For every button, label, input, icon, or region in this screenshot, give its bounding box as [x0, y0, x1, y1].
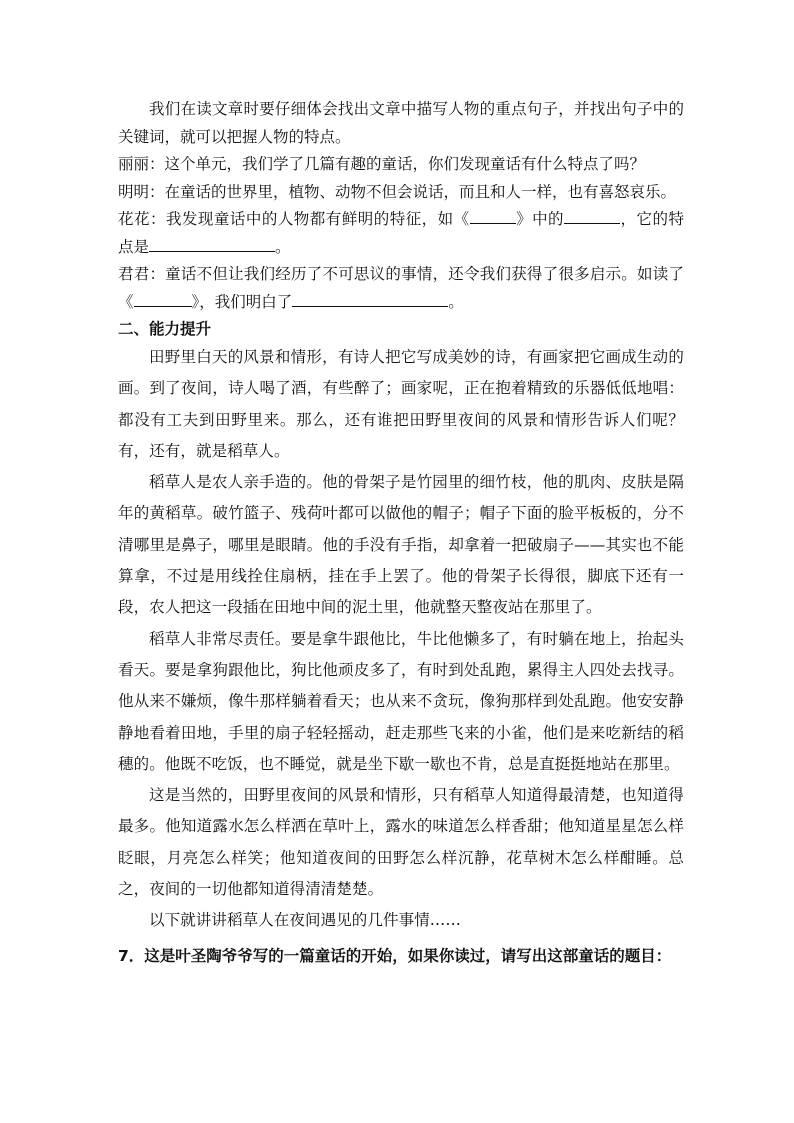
intro-paragraph: 我们在读文章时要仔细体会找出文章中描写人物的重点句子，并找出句子中的关键词，就可以把握人物的特点。: [118, 100, 684, 146]
dialog-huahua-text-3: ，它的特点是: [118, 210, 684, 256]
passage-paragraph-5: 以下就讲讲稻草人在夜间遇见的几件事情……: [149, 911, 462, 930]
passage-paragraph-1: 田野里白天的风景和情形，有诗人把它写成美妙的诗，有画家把它画成生动的画。到了夜间，诗人喝了酒，有些醉了；画家呢，正在抱着精致的乐器低低地唱：都没有工夫到田野里来。那么，还有谁把田野里夜间的风景和情形告诉人们呢？有，还有，就是稻草人。: [118, 348, 684, 460]
dialog-huahua-text-1: 花花：我发现童话中的人物都有鲜明的特征，如《: [118, 210, 470, 228]
dialog-junjun-text-2: 》，我们明白了: [191, 292, 293, 311]
blank-read-title[interactable]: [134, 289, 192, 307]
question-7: 7．这是叶圣陶爷爷写的一篇童话的开始，如果你读过，请写出这部童话的题目：: [118, 946, 672, 965]
passage-paragraph-4: 这是当然的，田野里夜间的风景和情形，只有稻草人知道得最清楚，也知道得最多。他知道露水怎么样洒在草叶上，露水的味道怎么样香甜；他知道星星怎么样眨眼，月亮怎么样笑；他知道夜间的田野怎么样沉静，花草树木怎么样酣睡。总之，夜间的一切他都知道得清清楚楚。: [118, 786, 684, 899]
passage-paragraph-2: 稻草人是农人亲手造的。他的骨架子是竹园里的细竹枝，他的肌肉、皮肤是隔年的黄稻草。破竹篮子、残荷叶都可以做他的帽子；帽子下面的脸平板板的，分不清哪里是鼻子，哪里是眼睛。他的手没有手指，却拿着一把破扇子——其实也不能算拿，不过是用线拴住扇柄，挂在手上罢了。他的骨架子长得很，脚底下还有一段，农人把这一段插在田地中间的泥土里，他就整天整夜站在那里了。: [118, 473, 684, 617]
blank-character[interactable]: [564, 206, 620, 224]
dialog-huahua-text-4: 。: [275, 237, 291, 256]
section-heading: 二、能力提升: [118, 320, 212, 338]
worksheet-page: [118, 96, 684, 971]
dialog-mingming: 明明：在童话的世界里，植物、动物不但会说话，而且和人一样，也有喜怒哀乐。: [118, 182, 677, 201]
dialog-junjun-text-1: 君君：童话不但让我们经历了不可思议的事情，还令我们获得了很多启示。如读了《: [118, 265, 684, 311]
dialog-huahua-text-2: 》中的: [515, 210, 565, 228]
dialog-junjun: [118, 261, 684, 316]
dialog-junjun-text-3: 。: [448, 292, 464, 311]
blank-trait[interactable]: [149, 234, 275, 252]
passage-paragraph-3: 稻草人非常尽责任。要是拿牛跟他比，牛比他懒多了，有时躺在地上，抬起头看天。要是拿狗跟他比，狗比他顽皮多了，有时到处乱跑，累得主人四处去找寻。他从来不嫌烦，像牛那样躺着看天；也从来不贪玩，像狗那样到处乱跑。他安安静静地看着田地，手里的扇子轻轻摇动，赶走那些飞来的小雀，他们是来吃新结的稻穗的。他既不吃饭，也不睡觉，就是坐下歇一歇也不肯，总是直挺挺地站在那里。: [118, 629, 684, 773]
blank-story-title[interactable]: [470, 206, 516, 224]
dialog-lili: 丽丽：这个单元，我们学了几篇有趣的童话，你们发现童话有什么特点了吗？: [118, 155, 646, 173]
dialog-huahua: [118, 206, 684, 261]
blank-lesson[interactable]: [292, 289, 448, 307]
